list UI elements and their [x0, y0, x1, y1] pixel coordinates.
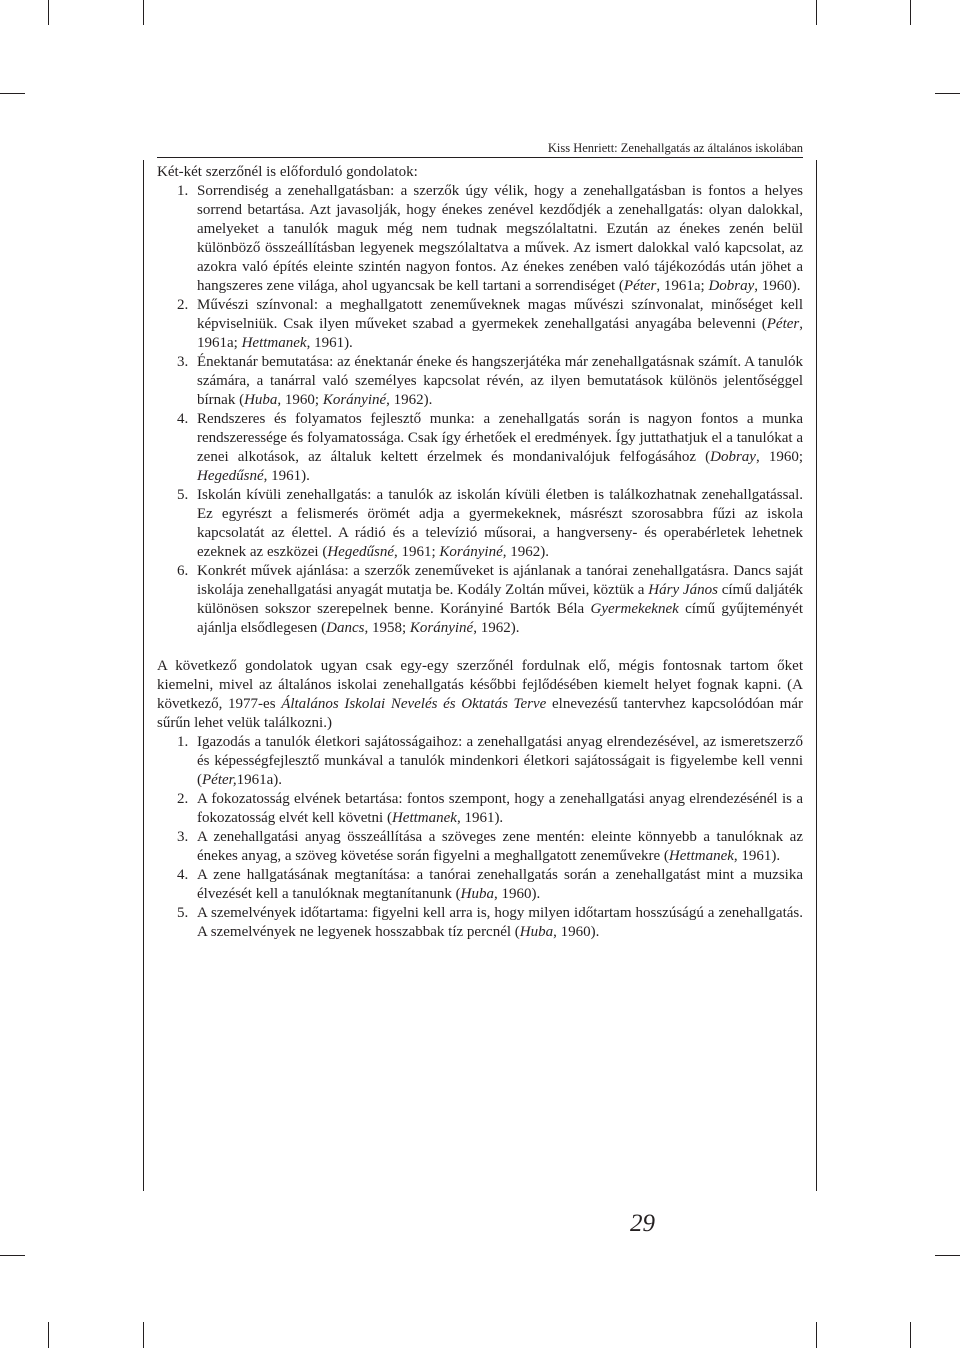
single-author-idea-item-1 — [157, 733, 803, 790]
list-number: 3. — [177, 354, 189, 370]
list-text: Igazodás a tanulók életkori sajátosságaihoz: a zenehallgatási anyag elrendezésével, az ismeretszerző és képességfejlesztő munkával a tanulók mindenkori életkori sajátosságait is figyelembe kell venni (Péter,1961a). — [197, 734, 803, 788]
page-body — [157, 163, 803, 942]
crop-mark-right-top — [935, 93, 960, 94]
crop-mark-top-right-2 — [910, 0, 911, 25]
list-text: Énektanár bemutatása: az énektanár éneke és hangszerjátéka már zenehallgatásnak számít. A tanulók számára, a tanárral való személyes kapcsolat révén, az ilyen bemutatások különös jelentőséggel bírnak (Huba, 1960; Korányiné, 1962). — [197, 354, 803, 408]
list-text: Konkrét művek ajánlása: a szerzők zeneműveket is ajánlanak a tanórai zenehallgatásra. Dancs saját iskolája zenehallgatási anyagát mutatja be. Kodály Zoltán művei, köztük a Háry János című daljáték különösen sokszor szerepelnek benne. Korányiné Bartók Béla Gyermekeknek című gyűjteményét ajánlja elsődlegesen (Dancs, 1958; Korányiné, 1962). — [197, 563, 804, 636]
shared-ideas-list — [157, 182, 803, 638]
list-text: Iskolán kívüli zenehallgatás: a tanulók az iskolán kívüli életben is találkozhatnak zenehallgatással. Ez egyrészt a felismerés örömét adja a gyermekeknek, másrészt szorosabbra fűzi az iskola kapcsolatát az élettel. A rádió és a televízió műsorai, a hangverseny- és operabérletek lehetnek ezeknek az eszközei (Hegedűsné, 1961; Korányiné, 1962). — [197, 487, 803, 560]
crop-mark-top-left — [48, 0, 49, 25]
list-number: 4. — [177, 411, 189, 427]
list-number: 1. — [177, 183, 189, 199]
list-text: Sorrendiség a zenehallgatásban: a szerzők úgy vélik, hogy a zenehallgatásban is fontos a helyes sorrend betartása. Azt javasolják, hogy énekes zenével kezdődjék a zenehallgatás: olyan dalokkal, amelyeket a tanulók maguk még nem tudnak megszólaltatni. Ezután az énekes zenén belül különböző összeállításban legyenek megszólaltatva a művek. Az ismert dalokkal való kapcsolat, az azokra való építés eleinte szintén nagyon fontos. Az énekes zenében való tájékozódás után jöhet a hangszeres zene világa, ahol ugyancsak be kell tartani a sorrendiséget (Péter, 1961a; Dobray, 1960). — [197, 183, 803, 294]
intro-line: Két-két szerzőnél is előforduló gondolatok: — [157, 164, 418, 180]
page-number: 29 — [630, 1210, 655, 1237]
list-number: 5. — [177, 905, 189, 921]
shared-idea-item-2 — [157, 296, 803, 353]
crop-mark-top-right — [816, 0, 817, 25]
list-number: 4. — [177, 867, 189, 883]
list-number: 3. — [177, 829, 189, 845]
single-author-idea-item-5 — [157, 904, 803, 942]
crop-mark-left-top — [0, 93, 25, 94]
shared-idea-item-1 — [157, 182, 803, 296]
transition-paragraph: A következő gondolatok ugyan csak egy-egy szerzőnél fordulnak elő, mégis fontosnak tartom őket kiemelni, mivel az általános iskolai zenehallgatás későbbi fejlődésében kiemelt helyet fognak kapni. (A következő, 1977-es Általános Iskolai Nevelés és Oktatás Terve elnevezésű tantervhez kapcsolódóan már sűrűn lehet velük találkozni.) — [157, 658, 803, 731]
crop-mark-bottom-right — [816, 1322, 817, 1348]
list-text: Rendszeres és folyamatos fejlesztő munka: a zenehallgatás során is nagyon fontos a munka rendszeressége és folyamatossága. Csak így érhetőek el eredmények. Így juttathatjuk el a tanulókat a zenei alkotások, az általuk keltett érzelmek és mondanivalójuk felfogásához (Dobray, 1960; Hegedűsné, 1961). — [197, 411, 804, 484]
shared-idea-item-6 — [157, 562, 803, 638]
single-author-idea-item-3 — [157, 828, 803, 866]
running-header: Kiss Henriett: Zenehallgatás az általános iskolában — [547, 141, 803, 155]
crop-mark-left-bottom — [0, 1255, 25, 1256]
list-number: 2. — [177, 297, 189, 313]
shared-idea-item-5 — [157, 486, 803, 562]
crop-mark-bottom-right-2 — [910, 1322, 911, 1348]
list-text: A zenehallgatási anyag összeállítása a szöveges zene mentén: eleinte könnyebb a tanulóknak az énekes anyag, a szöveg követése során figyelni a meghallgatott zeneművekre (Hettmanek, 1961). — [197, 829, 803, 864]
list-number: 5. — [177, 487, 189, 503]
list-text: A fokozatosság elvének betartása: fontos szempont, hogy a zenehallgatási anyag elrendezésénél is a fokozatosság elvét kell követni (Hettmanek, 1961). — [197, 791, 803, 826]
shared-idea-item-3 — [157, 353, 803, 410]
single-author-idea-item-4 — [157, 866, 803, 904]
crop-mark-top-left-2 — [143, 0, 144, 25]
right-margin-rule — [816, 160, 817, 1191]
single-author-ideas-list — [157, 733, 803, 942]
list-number: 1. — [177, 734, 189, 750]
list-number: 6. — [177, 563, 189, 579]
shared-idea-item-4 — [157, 410, 803, 486]
crop-mark-bottom-left — [48, 1322, 49, 1348]
list-number: 2. — [177, 791, 189, 807]
list-text: Művészi színvonal: a meghallgatott zeneműveknek magas művészi színvonalat, minőséget kell képviselniük. Csak ilyen műveket szabad a gyermekek zenehallgatási anyagába belevenni (Péter, 1961a; Hettmanek, 1961). — [197, 297, 803, 351]
header-rule — [157, 157, 803, 158]
crop-mark-bottom-left-2 — [143, 1322, 144, 1348]
crop-mark-right-bottom — [935, 1255, 960, 1256]
left-margin-rule — [143, 160, 144, 1191]
list-text: A szemelvények időtartama: figyelni kell arra is, hogy milyen időtartam hosszúságú a zenehallgatás. A szemelvények ne legyenek hosszabbak tíz percnél (Huba, 1960). — [197, 905, 803, 940]
list-text: A zene hallgatásának megtanítása: a tanórai zenehallgatás során a zenehallgatást mint a muzsika élvezését kell a tanulóknak megtanítanunk (Huba, 1960). — [197, 867, 803, 902]
single-author-idea-item-2 — [157, 790, 803, 828]
